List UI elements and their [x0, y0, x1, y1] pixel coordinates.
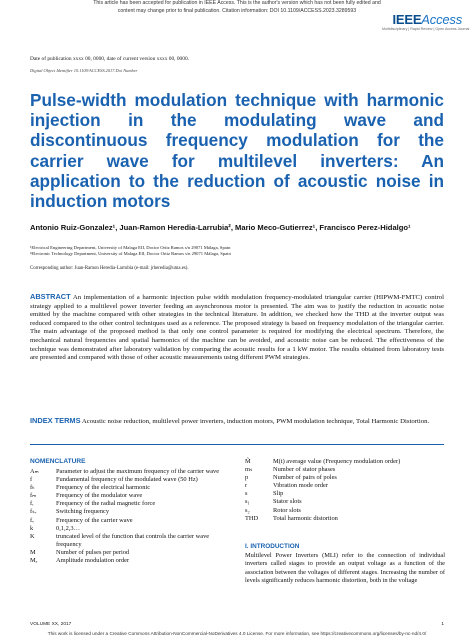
nomenclature-definition: Fundamental frequency of the modulated wave (50 Hz) [56, 476, 198, 484]
nomenclature-row [30, 484, 225, 492]
nomenclature-definition: M(t) average value (Frequency modulation order) [273, 458, 401, 465]
nomenclature-row [245, 474, 445, 482]
journal-logo [382, 12, 470, 32]
nomenclature-row [30, 508, 225, 516]
nomenclature-symbol: K [30, 532, 35, 540]
nomenclature-row [245, 490, 445, 498]
nomenclature-symbol: f [30, 476, 33, 484]
journal-tagline: Multidisciplinary | Rapid Review | Open Access Journal [382, 27, 470, 31]
section-divider [30, 444, 444, 445]
nomenclature-row [245, 482, 445, 490]
nomenclature-definition: Switching frequency [56, 508, 110, 516]
nomenclature-row [245, 458, 445, 466]
nomenclature-row [30, 476, 225, 484]
introduction-heading: I. INTRODUCTION [245, 543, 300, 550]
nomenclature-definition: Parameter to adjust the maximum frequency of the carrier wave [56, 468, 220, 475]
journal-name-access: Access [421, 12, 462, 27]
nomenclature-row [30, 492, 225, 500]
nomenclature-symbol: s₁ [245, 498, 250, 506]
nomenclature-symbol: M [30, 548, 36, 556]
affiliation-1: ¹Electrical Engineering Department, University of Malaga EII, Doctor Ortiz Ramos s/n 29071 Málaga, Spain [30, 245, 231, 250]
nomenclature-definition: Vibration mode order [273, 482, 328, 490]
introduction-text: Multilevel Power Inverters (MLI) refer to the connection of individual inverters called stages to provide an output voltage as a function of the association between the voltages of different stages. Increasing the number of levels significantly reduces harmonic distortion, both in the voltage [245, 552, 445, 584]
abstract [30, 293, 444, 363]
nomenclature-symbol: mₛ [245, 466, 253, 474]
affiliation-2: ²Electronic Technology Department, University of Malaga EII, Doctor Ortiz Ramos s/n 29071 Málaga, Spain [30, 251, 231, 256]
index-terms-text: Acoustic noise reduction, multilevel power inverters, induction motors, PWM modulation technique, Total Harmonic Distortion. [81, 418, 430, 425]
nomenclature-row [245, 498, 445, 506]
acceptance-note-line1: This article has been accepted for publication in IEEE Access. This is the author's version which has not been fully edited and [93, 0, 381, 6]
nomenclature-row [30, 517, 225, 525]
doi-line: Digital Object Identifier 10.1109/ACCESS.2017.Doi Number [30, 68, 138, 73]
nomenclature-definition: Number of pulses per period [56, 548, 130, 556]
nomenclature-symbol: p [245, 474, 249, 482]
nomenclature-definition: Frequency of the electrical harmonic [56, 484, 151, 492]
nomenclature-symbol: r [245, 482, 248, 490]
nomenclature-symbol: THD [245, 514, 259, 522]
nomenclature-symbol: fₛᵥ [30, 508, 37, 516]
journal-name [382, 13, 462, 27]
footer-volume: VOLUME XX, 2017 [30, 622, 72, 627]
nomenclature-definition: Amplitude modulation order [56, 557, 130, 565]
nomenclature-row [30, 549, 225, 557]
nomenclature-definition: Rotor slots [273, 506, 301, 514]
nomenclature-heading: NOMENCLATURE [30, 458, 86, 465]
author-list: Antonio Ruiz-Gonzalez¹, Juan-Ramon Heredia-Larrubia², Mario Meco-Gutierrez¹, Francisco Perez-Hidalgo¹ [30, 223, 411, 232]
nomenclature-definition: Number of pairs of poles [273, 474, 337, 482]
nomenclature-row [245, 507, 445, 515]
nomenclature-symbol: M̃ [245, 458, 251, 465]
nomenclature-row [30, 557, 225, 565]
nomenclature-definition: 0,1,2,3… [56, 524, 80, 532]
nomenclature-symbol: s [245, 490, 248, 498]
nomenclature-symbol: fᵣ [30, 500, 34, 508]
nomenclature-symbol: fₖ [30, 484, 35, 492]
abstract-text: An implementation of a harmonic injection pulse width modulation frequency-modulated triangular carrier (HIPWM-FMTC) control strategy applied to a multilevel power inverter feeding an asynchronous motor is presented. The aim was to justify the reduction in acoustic noise emitted by the machine compared with other strategies in the technical literature. In addition, we checked how the THD at the inverter output was reduced compared to the other control techniques used as a reference. The proposed strategy is based on frequency modulation of the triangular carrier. The main advantage of the proposed method is that only one control parameter is required for modifying the electrical spectrum. Therefore, the mechanical natural frequencies and spatial harmonics of the machine can be avoided, and acoustic noise can be reduced. The effectiveness of the technique was demonstrated after laboratory validation by comparing the acoustic results for a 1 kW motor. The results obtained from laboratory tests are presented and compared with those of other acoustic measurements using different PWM strategies. [30, 294, 444, 362]
abstract-label: ABSTRACT [30, 292, 71, 301]
nomenclature-definition: Total harmonic distortion [273, 514, 338, 522]
index-terms [30, 417, 444, 427]
nomenclature-definition: Slip [273, 490, 284, 498]
nomenclature-left-column [30, 468, 225, 565]
license-note: This work is licensed under a Creative Commons Attribution-NonCommercial-NoDerivatives 4.0 License. For more information, see https://creativecommons.org/licenses/by-nc-nd/4.0/ [47, 631, 427, 636]
nomenclature-definition: Frequency of the modulator wave [56, 492, 143, 500]
nomenclature-definition: Number of stator phases [273, 466, 336, 474]
nomenclature-row [245, 515, 445, 523]
nomenclature-symbol: fₘ [30, 492, 37, 500]
nomenclature-symbol: fᵥ [30, 516, 35, 524]
nomenclature-symbol: Mₐ [30, 557, 38, 565]
nomenclature-definition: truncated level of the function that controls the carrier wave frequency [56, 532, 210, 548]
acceptance-note-line2: content may change prior to final publication. Citation information: DOI 10.1109/ACCESS.2023.3289593 [117, 7, 357, 14]
nomenclature-row [245, 466, 445, 474]
nomenclature-symbol: s₂ [245, 506, 250, 514]
journal-name-ieee: IEEE [392, 12, 422, 27]
nomenclature-row [30, 533, 225, 549]
nomenclature-row [30, 525, 225, 533]
nomenclature-symbol: Aₘ [30, 468, 39, 475]
nomenclature-definition: Frequency of the radial magnetic force [56, 500, 156, 508]
nomenclature-symbol: k [30, 524, 34, 532]
nomenclature-definition: Stator slots [273, 498, 302, 506]
paper-title: Pulse-width modulation technique with harmonic injection in the modulating wave and discontinuous frequency modulation for the carrier wave for multilevel inverters: An application to the reduction of acoustic noise in induction motors [30, 90, 444, 212]
nomenclature-definition: Frequency of the carrier wave [56, 516, 133, 524]
index-terms-label: INDEX TERMS [30, 416, 81, 425]
nomenclature-right-column [245, 458, 445, 523]
nomenclature-row [30, 468, 225, 476]
nomenclature-row [30, 500, 225, 508]
corresponding-author: Corresponding author: Juan-Ramon Heredia-Larrubia (e-mail: jrheredia@uma.es). [30, 266, 189, 271]
publication-date: Date of publication xxxx 00, 0000, date of current version xxxx 00, 0000. [30, 56, 189, 62]
footer-page-number: 1 [441, 622, 444, 627]
